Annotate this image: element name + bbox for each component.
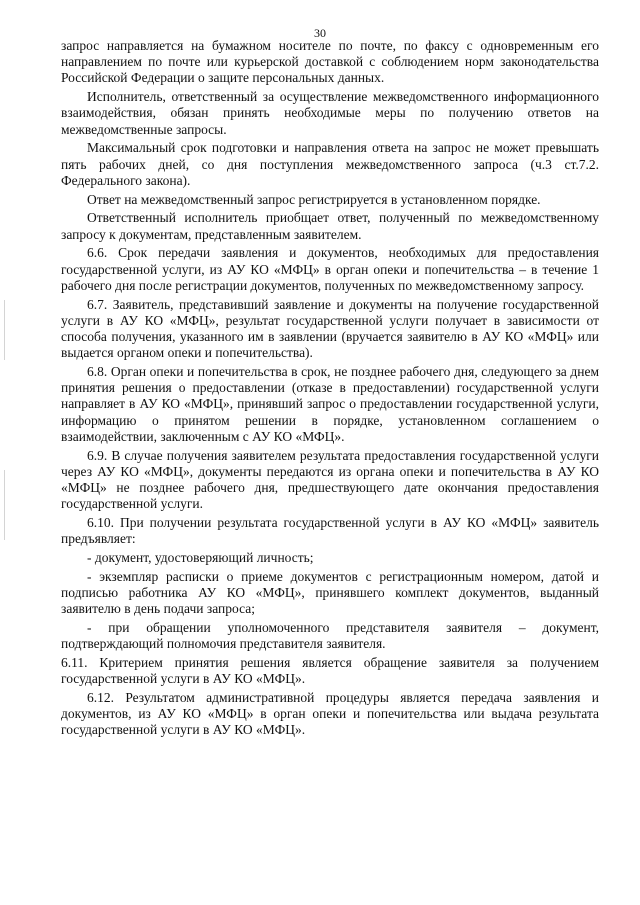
list-item-identity-document: - документ, удостоверяющий личность; [87, 550, 314, 566]
paragraph-response-attachment: Ответственный исполнитель приобщает ответ, полученный по межведомственному запросу к документам, представленным заявителем. [61, 210, 599, 242]
paragraph-6-11: 6.11. Критерием принятия решения является обращение заявителя за получением государственной услуги в АУ КО «МФЦ». [61, 655, 599, 687]
paragraph-max-deadline: Максимальный срок подготовки и направления ответа на запрос не может превышать пять рабочих дней, со дня поступления межведомственного запроса (ч.3 ст.7.2. Федерального закона). [61, 140, 599, 188]
scan-edge-mark [4, 470, 5, 540]
list-item-receipt-copy: - экземпляр расписки о приеме документов с регистрационным номером, датой и подписью работника АУ КО «МФЦ», принявшего комплект документов, выданный заявителю в день подачи запроса; [61, 568, 599, 617]
paragraph-executor-duty: Исполнитель, ответственный за осуществление межведомственного информационного взаимодействия, обязан принять необходимые меры по получению ответов на межведомственные запросы. [61, 89, 599, 137]
paragraph-6-6: 6.6. Срок передачи заявления и документов, необходимых для предоставления государственной услуги, из АУ КО «МФЦ» в орган опеки и попечительства – в течение 1 рабочего дня после регистрации документов, полученных по межведомственному запросу. [61, 245, 599, 293]
page-number: 30 [314, 26, 326, 40]
paragraph-6-7: 6.7. Заявитель, представивший заявление и документы на получение государственной услуги в АУ КО «МФЦ», результат государственной услуги получает в зависимости от способа получения, указанного им в заявлении (вручается заявителю в АУ КО «МФЦ» или выдается органом опеки и попечительства). [61, 296, 599, 361]
paragraph-continuation: запрос направляется на бумажном носителе по почте, по факсу с одновременным его направлением по почте или курьерской доставкой с соблюдением норм законодательства Российской Федерации о защите персональных данных. [61, 38, 599, 86]
list-item-representative-authority: - при обращении уполномоченного представителя заявителя – документ, подтверждающий полномочия представителя заявителя. [61, 620, 599, 652]
document-body [61, 38, 599, 741]
paragraph-response-registration: Ответ на межведомственный запрос регистрируется в установленном порядке. [87, 191, 541, 207]
paragraph-6-8: 6.8. Орган опеки и попечительства в срок, не позднее рабочего дня, следующего за днем принятия решения о предоставлении (отказе в предоставлении) государственной услуги направляет в АУ КО «МФЦ», принявший запрос о предоставлении государственной услуги, информацию о принятом решении в порядке, установленном соглашением о взаимодействии, заключенным с АУ КО «МФЦ». [61, 364, 599, 444]
paragraph-6-12: 6.12. Результатом административной процедуры является передача заявления и документов, из АУ КО «МФЦ» в орган опеки и попечительства или выдача результата государственной услуги в АУ КО «МФЦ». [61, 690, 599, 738]
paragraph-6-9: 6.9. В случае получения заявителем результата предоставления государственной услуги через АУ КО «МФЦ», документы передаются из органа опеки и попечительства в АУ КО «МФЦ» не позднее рабочего дня, предшествующего дате окончания предоставления государственной услуги. [61, 447, 599, 512]
paragraph-6-10: 6.10. При получении результата государственной услуги в АУ КО «МФЦ» заявитель предъявляет: [61, 515, 599, 547]
scan-edge-mark [4, 300, 5, 360]
